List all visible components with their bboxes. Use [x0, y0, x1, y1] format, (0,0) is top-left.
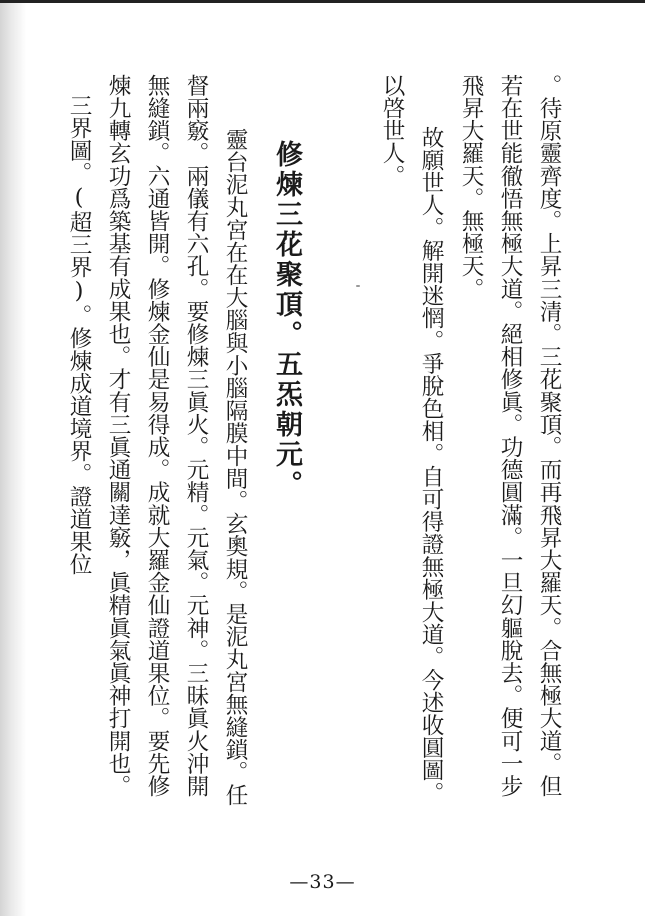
text-column-5: 以啓世人。 — [379, 74, 405, 187]
text-column-8: 無縫鎖。六通皆開。修煉金仙是易得成。成就大羅金仙證道果位。要先修 — [144, 74, 170, 798]
scan-speck — [356, 285, 360, 287]
text-column-9: 煉九轉玄功爲築基有成果也。才有三眞通關達竅，眞精眞氣眞神打開也。 — [105, 74, 131, 798]
text-column-2: 若在世能徹悟無極大道。絕相修眞。功德圓滿。一旦幻軀脫去。便可一步 — [497, 74, 523, 798]
text-column-4: 故願世人。解開迷惘。爭脫色相。自可得證無極大道。今述收圓圖。 — [418, 126, 444, 804]
page-number: —33— — [289, 871, 356, 893]
text-column-6: 靈台泥丸宮在在大腦與小腦隔膜中間。玄奧規。是泥丸宮無縫鎖。任 — [222, 128, 248, 806]
text-column-10: 三界圖。(超三界)。修煉成道境界。證道果位 — [66, 94, 92, 576]
text-column-7: 督兩竅。兩儀有六孔。要修煉三眞火。元精。元氣。元神。三昧眞火沖開 — [183, 74, 209, 798]
section-title: 修煉三花聚頂。五炁朝元。 — [271, 140, 302, 500]
text-column-3: 飛昇大羅天。無極天。 — [458, 74, 484, 300]
text-column-1: 。待原靈齊度。上昇三清。三花聚頂。而再飛昇大羅天。合無極大道。但 — [536, 74, 562, 798]
